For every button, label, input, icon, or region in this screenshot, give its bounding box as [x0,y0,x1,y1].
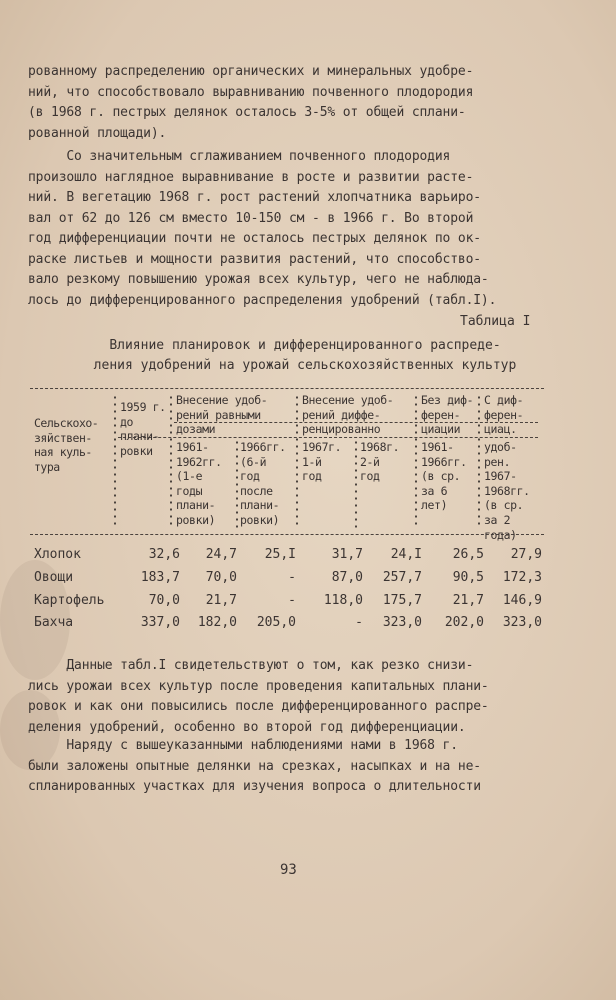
table-row [30,591,540,611]
cell-value: 26,5 [452,547,484,562]
row-crop: Картофель [34,593,105,608]
cell-value: - [288,570,296,585]
cell-value: 27,9 [510,547,542,562]
cell-value: 87,0 [331,570,363,585]
row-crop: Бахча [34,615,74,630]
header-with-diff: С диф- ферен- циац. [484,393,524,437]
subheader-1966: 1966гг. (6-й год после плани- ровки) [240,440,286,527]
text-line: (в 1968 г. пестрых делянок осталось 3-5% от общей сплани- [28,105,466,120]
text-line: были заложены опытные делянки на срезках, насыпках и на не- [28,758,481,774]
subheader-rule [118,437,538,438]
cell-value: 175,7 [382,593,422,608]
table-caption: Таблица I [460,314,531,329]
cell-value: 172,3 [502,570,542,585]
paragraph-1 [28,62,548,144]
text-line: лось до дифференцированного распределения удобрений (табл.I). [28,292,497,308]
header-crop: Сельскохо- зяйствен- ная куль- тура [34,416,99,474]
cell-value: 183,7 [140,570,180,585]
cell-value: 146,9 [502,593,542,608]
text-line: произошло наглядное выравнивание в росте и развитии расте- [28,169,474,185]
text-line: год дифференциации почти не осталось пестрых делянок по ок- [28,231,481,246]
text-line: раске листьев и мощности развития растений, что способство- [28,251,481,267]
subheader-1967: 1967г. 1-й год [302,440,342,484]
cell-value: 70,0 [148,593,180,608]
text-line: вало резкому повышению урожая всех культур, чего не наблюда- [28,272,489,287]
column-separator [296,394,298,528]
cell-value: 323,0 [382,615,422,630]
header-differentiated: Внесение удоб- рений диффе- ренцированно [302,393,394,437]
cell-value: 323,0 [502,615,542,630]
text-line: деления удобрений, особенно во второй год дифференциации. [28,719,466,735]
text-line: вал от 62 до 126 см вместо 10-150 см - в 1966 г. Во второй [28,210,474,226]
cell-value: 21,7 [452,593,484,608]
text-line: Наряду с вышеуказанными наблюдениями нами в 1968 г. [28,738,458,753]
text-line: ний, что способствовало выравниванию почвенного плодородия [28,84,474,100]
subheader-1967-1968: удоб- рен. 1967- 1968гг. (в ср. за 2 года) [484,440,530,542]
text-line: лись урожаи всех культур после проведения капитальных плани- [28,678,489,694]
table-title-line: ления удобрений на урожай сельскохозяйственных культур [93,358,517,373]
header-no-diff: Без диф- ферен- циации [421,393,474,437]
table-title-line: Влияние планировок и дифференцированного распреде- [109,338,501,353]
cell-value: 70,0 [205,570,237,585]
paragraph-3 [28,656,548,738]
cell-value: - [355,615,363,630]
cell-value: 24,I [390,547,422,562]
subheader-1961-1962: 1961- 1962гг. (1-е годы плани- ровки) [176,440,222,527]
header-equal-doses: Внесение удоб- рений равными дозами [176,393,268,437]
header-1959: 1959 г. до плани- ровки [120,400,166,458]
header-bottom-rule [30,534,544,535]
page-number: 93 [280,862,297,878]
table-row [30,568,540,588]
table-row [30,545,540,565]
text-line: ровок и как они повысились после дифференцированного распре- [28,699,489,714]
text-line: рованному распределению органических и минеральных удобре- [28,64,474,79]
column-separator [114,394,116,528]
subheader-1968: 1968г. 2-й год [360,440,400,484]
row-crop: Хлопок [34,547,81,562]
cell-value: 32,6 [148,547,180,562]
cell-value: - [288,593,296,608]
paragraph-4 [28,736,548,798]
cell-value: 182,0 [197,615,237,630]
subheader-1961-1966: 1961- 1966гг. (в ср. за 6 лет) [421,440,467,513]
cell-value: 25,I [264,547,296,562]
text-line: Данные табл.I свидетельствуют о том, как резко снизи- [28,658,474,673]
cell-value: 31,7 [331,547,363,562]
cell-value: 337,0 [140,615,180,630]
cell-value: 24,7 [205,547,237,562]
cell-value: 205,0 [256,615,296,630]
table-title [70,336,540,376]
table-top-rule [30,388,544,389]
row-crop: Овощи [34,570,74,585]
column-separator [355,439,357,528]
text-line: ний. В вегетацию 1968 г. рост растений хлопчатника варьиро- [28,190,481,205]
cell-value: 202,0 [444,615,484,630]
paragraph-2 [28,147,548,311]
text-line: Со значительным сглаживанием почвенного плодородия [28,149,451,164]
cell-value: 90,5 [452,570,484,585]
text-line: рованной площади). [28,125,167,141]
column-separator [236,439,238,528]
table-row [30,613,540,633]
cell-value: 21,7 [205,593,237,608]
cell-value: 118,0 [323,593,363,608]
text-line: спланированных участках для изучения вопроса о длительности [28,779,481,794]
cell-value: 257,7 [382,570,422,585]
